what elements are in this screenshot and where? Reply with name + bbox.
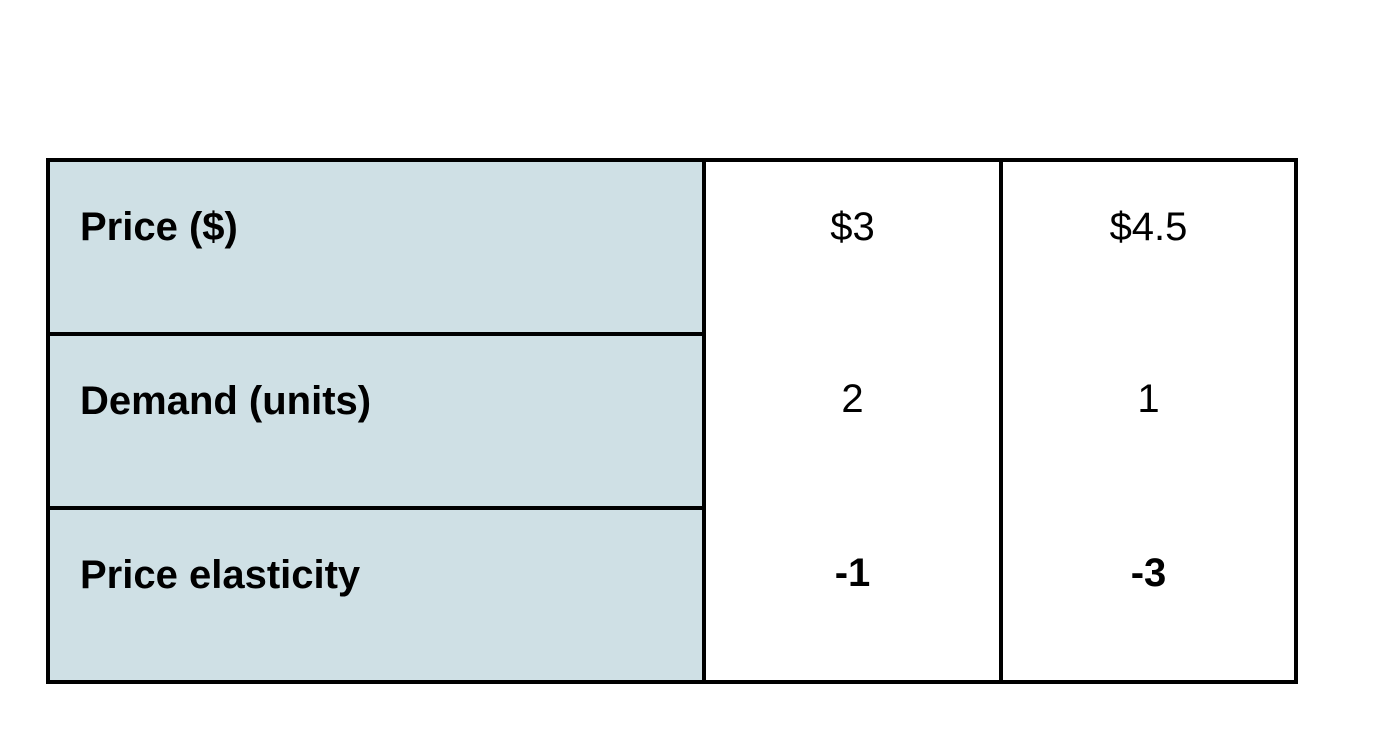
elasticity-value-2: -3 bbox=[1130, 551, 1167, 595]
value-cell bbox=[1001, 160, 1296, 334]
row-label-cell bbox=[48, 334, 704, 508]
value-cell bbox=[704, 334, 1001, 508]
demand-value-1: 2 bbox=[841, 377, 864, 421]
value-cell bbox=[1001, 508, 1296, 682]
demand-value-2: 1 bbox=[1137, 377, 1160, 421]
elasticity-value-1: -1 bbox=[834, 551, 871, 595]
value-cell bbox=[1001, 334, 1296, 508]
row-label-cell bbox=[48, 160, 704, 334]
row-label-price: Price ($) bbox=[80, 205, 238, 249]
table-row-price bbox=[48, 160, 1296, 334]
row-label-elasticity: Price elasticity bbox=[80, 553, 361, 597]
price-elasticity-table bbox=[46, 158, 1298, 684]
table-row-demand bbox=[48, 334, 1296, 508]
table-row-elasticity bbox=[48, 508, 1296, 682]
value-cell bbox=[704, 160, 1001, 334]
row-label-cell bbox=[48, 508, 704, 682]
price-value-2: $4.5 bbox=[1109, 205, 1188, 249]
row-label-demand: Demand (units) bbox=[80, 379, 372, 423]
price-value-1: $3 bbox=[830, 205, 875, 249]
value-cell bbox=[704, 508, 1001, 682]
